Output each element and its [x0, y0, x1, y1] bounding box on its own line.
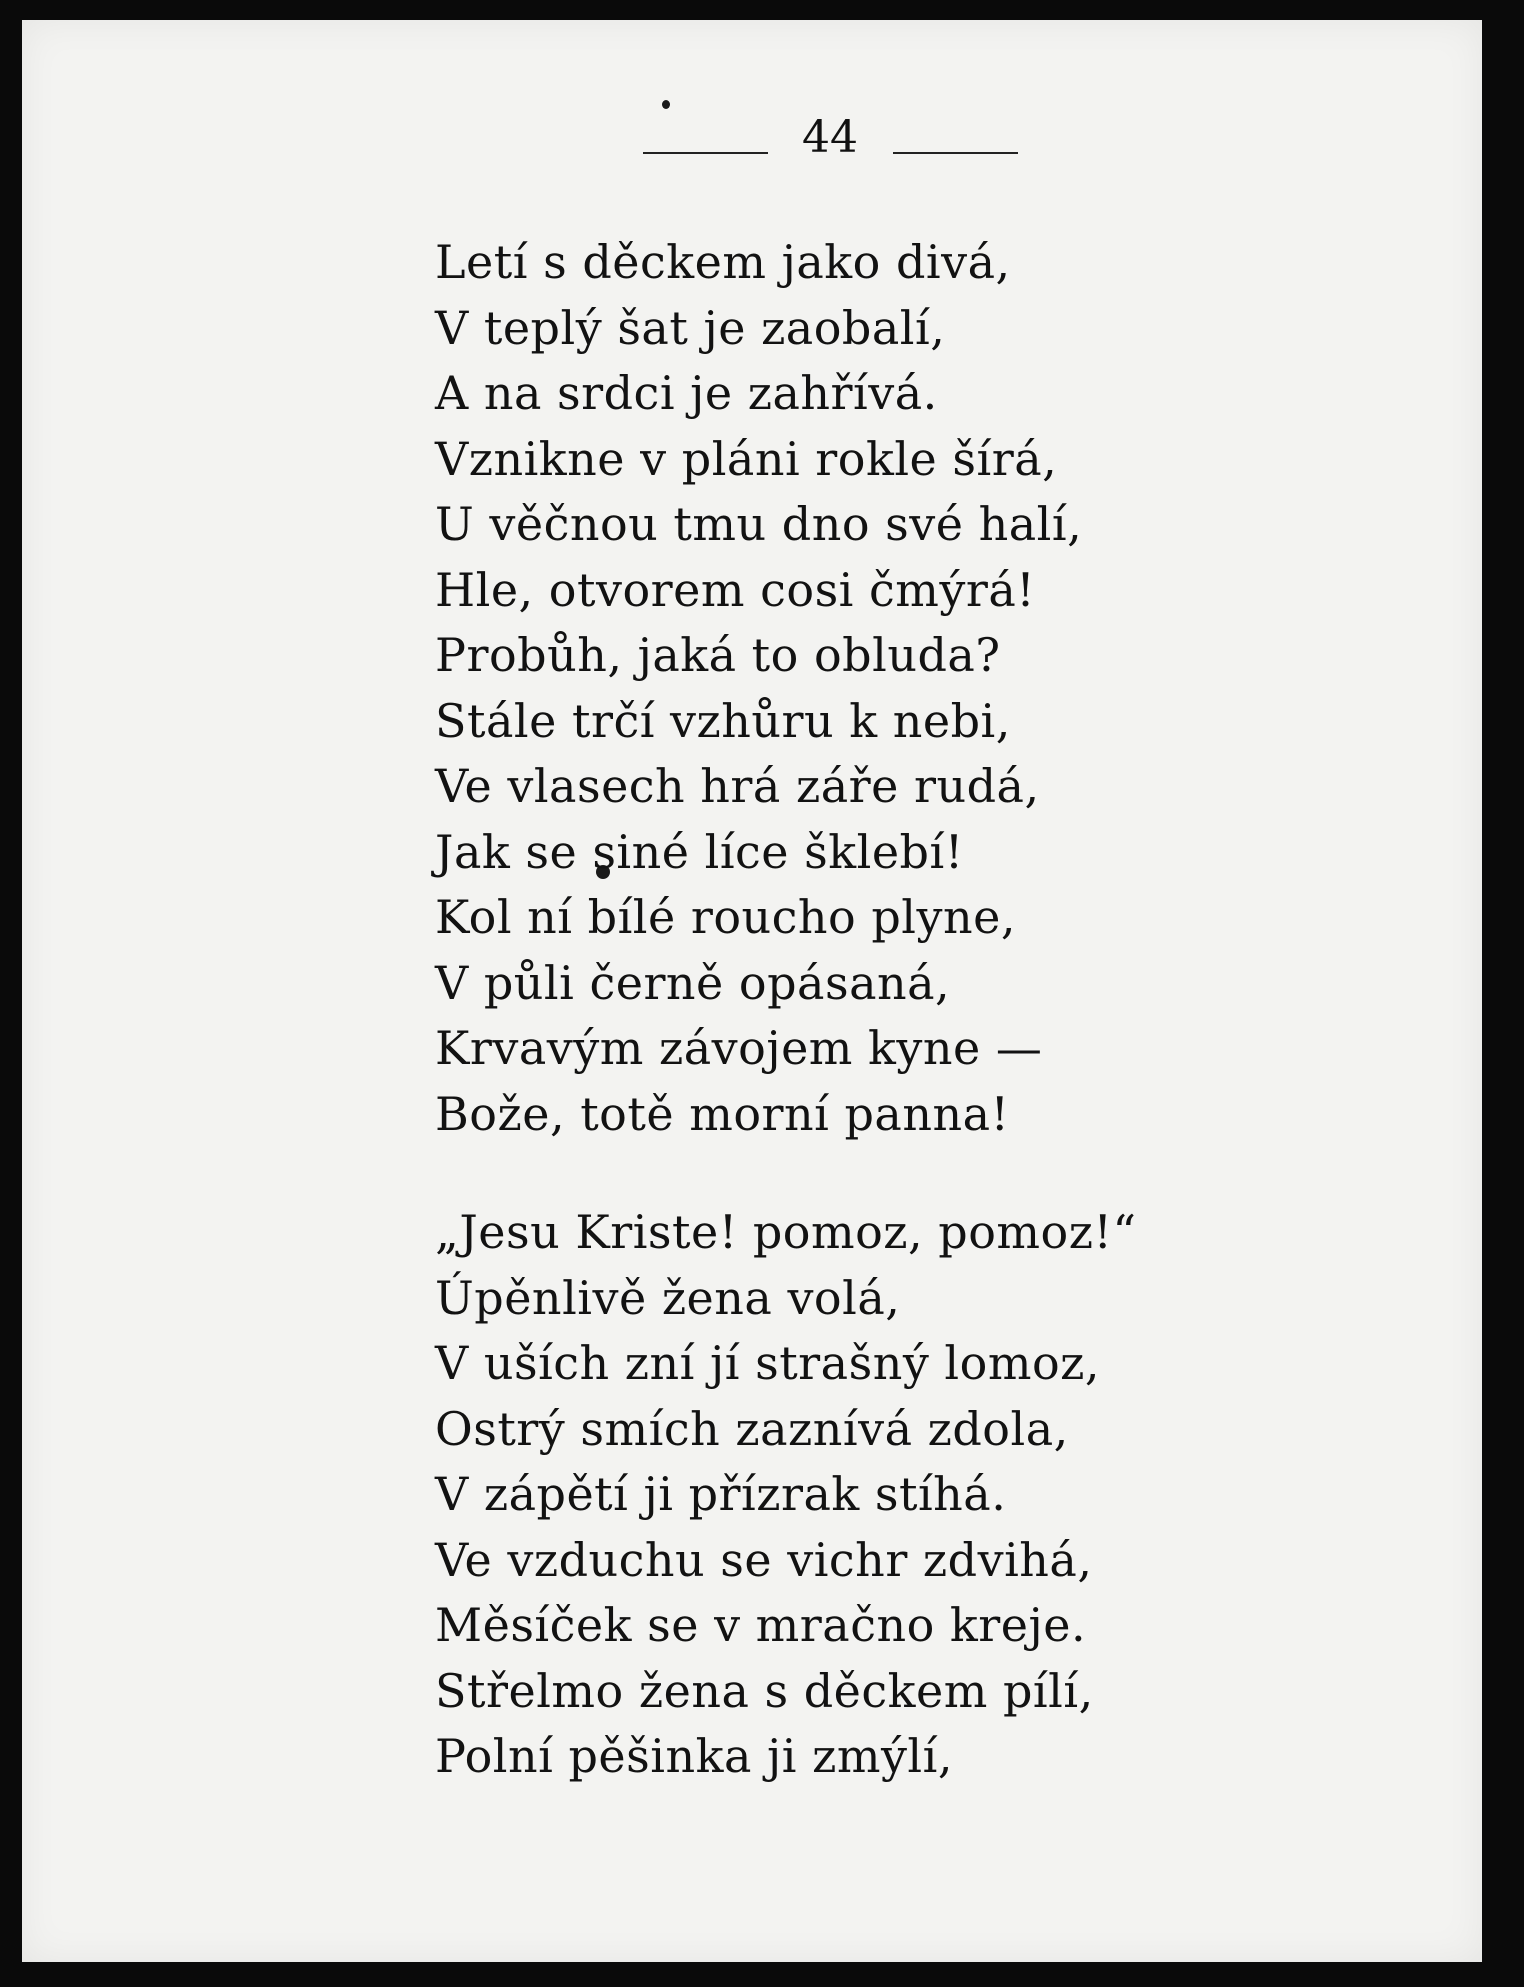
scan-border-top — [0, 0, 1524, 20]
verse-line: Bože, totě morní panna! — [435, 1086, 1010, 1141]
verse-line: V teplý šat je zaobalí, — [435, 300, 946, 355]
scan-border-bottom — [0, 1962, 1524, 1987]
verse-line: Ve vlasech hrá záře rudá, — [435, 759, 1040, 813]
verse-line: A na srdci je zahřívá. — [435, 366, 938, 420]
verse-line: Vznikne v pláni rokle šírá, — [435, 431, 1058, 486]
scan-border-right — [1482, 20, 1524, 1987]
verse-line: Kol ní bílé roucho plyne, — [435, 890, 1016, 944]
verse-line: Úpěnlivě žena volá, — [435, 1270, 901, 1325]
verse-line: Krvavým závojem kyne — — [435, 1021, 1043, 1075]
verse-line: V uších zní jí strašný lomoz, — [435, 1336, 1101, 1390]
verse-line: Hle, otvorem cosi čmýrá! — [435, 562, 1036, 617]
verse-line: Střelmo žena s děckem pílí, — [435, 1663, 1094, 1718]
scan-border-left — [0, 0, 22, 1987]
verse-line: V půli černě opásaná, — [435, 955, 951, 1010]
stanza-2 — [435, 1200, 1136, 1790]
verse-line: Stále trčí vzhůru k nebi, — [435, 693, 1011, 748]
verse-line: U věčnou tmu dno své halí, — [435, 497, 1083, 551]
page-header — [0, 108, 1524, 168]
verse-line: Polní pěšinka ji zmýlí, — [435, 1729, 953, 1783]
verse-line: Ve vzduchu se vichr zdvihá, — [435, 1532, 1093, 1587]
verse-line: Ostrý smích zaznívá zdola, — [435, 1401, 1069, 1456]
verse-line: „Jesu Kriste! pomoz, pomoz!“ — [435, 1205, 1137, 1259]
header-rule-right — [893, 152, 1018, 154]
page-number: 44 — [802, 112, 858, 163]
header-rule-left — [643, 152, 768, 154]
stanza-1 — [435, 230, 1082, 1147]
verse-line: Probůh, jaká to obluda? — [435, 628, 1001, 682]
verse-line: Měsíček se v mračno kreje. — [435, 1598, 1087, 1652]
verse-line: Jak se siné líce šklebí! — [435, 824, 964, 879]
verse-line: Letí s děckem jako divá, — [435, 235, 1011, 289]
verse-line: V zápětí ji přízrak stíhá. — [435, 1467, 1007, 1521]
